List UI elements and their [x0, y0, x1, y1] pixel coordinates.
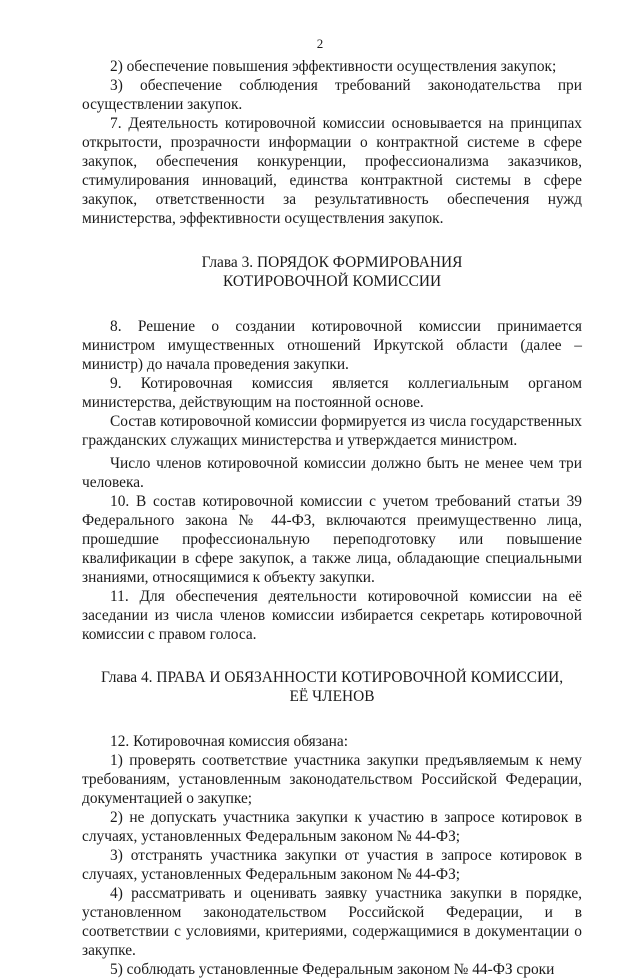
list-item: 2) не допускать участника закупки к участию в запросе котировок в случаях, установленных Федеральным законом № 44-ФЗ; — [82, 809, 582, 845]
chapter-3-title-line-2: КОТИРОВОЧНОЙ КОМИССИИ — [222, 273, 442, 290]
list-item: 5) соблюдать установленные Федеральным законом № 44-ФЗ сроки — [110, 961, 555, 978]
paragraph: 9. Котировочная комиссия является коллегиальным органом министерства, действующим на постоянной основе. — [82, 375, 582, 411]
document-body — [82, 57, 582, 979]
paragraph: 8. Решение о создании котировочной комиссии принимается министром имущественных отношений Иркутской области (далее – министр) до начала проведения закупки. — [82, 318, 582, 373]
paragraph: 2) обеспечение повышения эффективности осуществления закупок; — [110, 58, 557, 75]
list-item: 1) проверять соответствие участника закупки предъявляемым к нему требованиям, установленным законодательством Российской Федерации, документацией о закупке; — [82, 752, 582, 807]
paragraph: 11. Для обеспечения деятельности котировочной комиссии на её заседании из числа членов комиссии избирается секретарь котировочной комиссии с правом голоса. — [82, 588, 582, 643]
paragraph: 10. В состав котировочной комиссии с учетом требований статьи 39 Федерального закона № 44-ФЗ, включаются преимущественно лица, прошедшие профессиональную переподготовку или повышение квалификации в сфере закупок, а также лица, обладающие специальными знаниями, относящимися к объекту закупки. — [82, 493, 582, 586]
chapter-3-heading — [82, 253, 582, 291]
chapter-4-title-line-1: Глава 4. ПРАВА И ОБЯЗАННОСТИ КОТИРОВОЧНОЙ КОМИССИИ, — [100, 669, 564, 686]
paragraph: 12. Котировочная комиссия обязана: — [110, 733, 348, 750]
paragraph: Состав котировочной комиссии формируется из числа государственных гражданских служащих министерства и утверждается министром. — [82, 413, 582, 449]
page-number: 2 — [316, 36, 324, 51]
list-item: 3) отстранять участника закупки от участия в запросе котировок в случаях, установленных Федеральным законом № 44-ФЗ; — [82, 847, 582, 883]
paragraph: 3) обеспечение соблюдения требований законодательства при осуществлении закупок. — [82, 77, 582, 113]
chapter-3-title-line-1: Глава 3. ПОРЯДОК ФОРМИРОВАНИЯ — [201, 254, 463, 271]
chapter-4-title-line-2: ЕЁ ЧЛЕНОВ — [289, 688, 375, 705]
paragraph: 7. Деятельность котировочной комиссии основывается на принципах открытости, прозрачности информации о контрактной системе в сфере закупок, обеспечения конкуренции, профессионализма заказчиков, стимулирования инноваций, единства контрактной системы в сфере закупок, ответственности за результативность обеспечения нужд министерства, эффективности осуществления закупок. — [82, 115, 582, 227]
list-item: 4) рассматривать и оценивать заявку участника закупки в порядке, установленном законодательством Российской Федерации, и в соответствии с условиями, критериями, содержащимися в документации о закупке. — [82, 885, 582, 959]
chapter-4-heading — [82, 668, 582, 706]
paragraph: Число членов котировочной комиссии должно быть не менее чем три человека. — [82, 455, 582, 491]
